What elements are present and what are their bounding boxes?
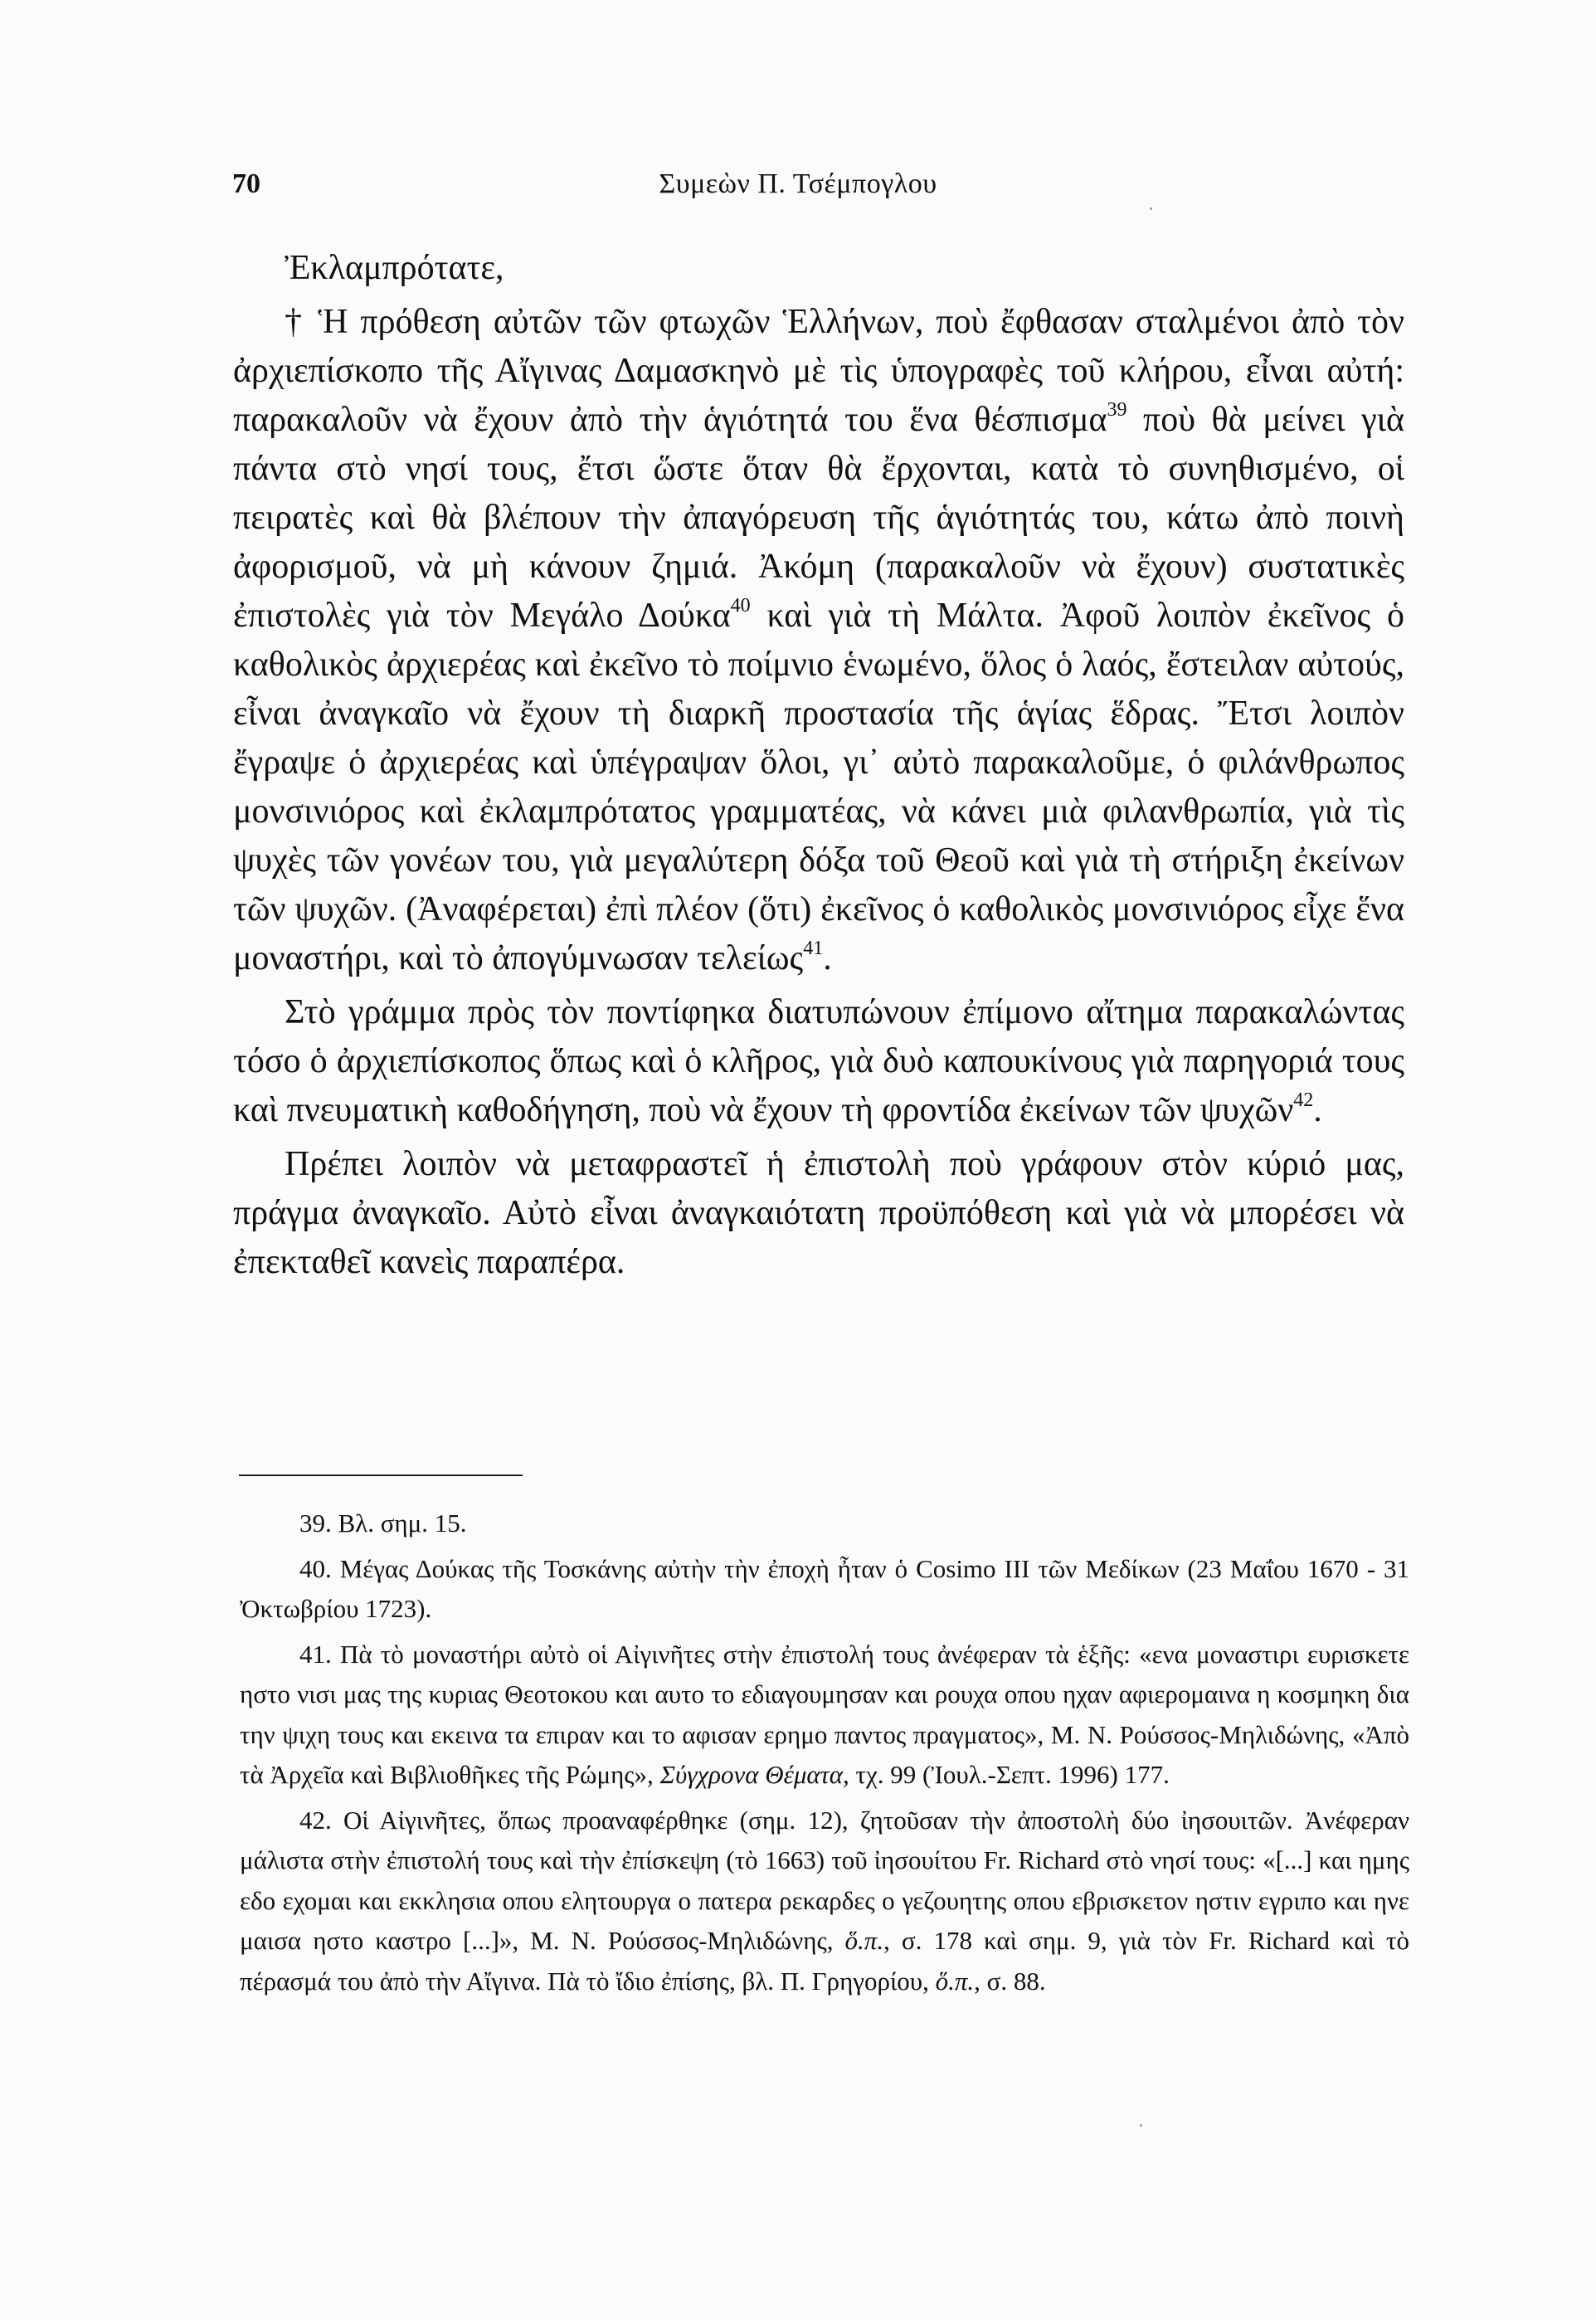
running-title: Συμεὼν Π. Τσέμπογλου — [659, 168, 937, 199]
footnote-42-text-c: , σ. 88. — [974, 1966, 1046, 1996]
footnote-ref-40[interactable]: 40 — [730, 595, 751, 617]
footnote-ref-42[interactable]: 42 — [1293, 1089, 1314, 1111]
greeting: Ἐκλαμπρότατε, — [285, 249, 504, 287]
footnote-42-op-cit-2: ὅ.π. — [935, 1966, 975, 1996]
footnote-42-text-b: , σ. 178 καὶ σημ. 9, γιὰ τὸν Fr. Richard καὶ τὸ πέρασμά του ἀπὸ τὴν Αἴγινα. Πὰ τὸ ἴδιο ἐπίσης, βλ. Π. Γρηγορίου, — [240, 1926, 1409, 1996]
paragraph-2-text-a: Στὸ γράμμα πρὸς τὸν ποντίφηκα διατυπώνουν ἐπίμονο αἴτημα παρακαλώντας τόσο ὁ ἀρχιεπίσκοπος ὅπως καὶ ὁ κλῆρος, γιὰ δυὸ καπουκίνους γιὰ παρηγοριά τους καὶ πνευματικὴ καθοδήγηση, ποὺ νὰ ἔχουν τὴ φροντίδα ἐκείνων τῶν ψυχῶν — [233, 993, 1404, 1129]
footnote-42 — [240, 1801, 1409, 2002]
paragraph-1-text-b: ποὺ θὰ μείνει γιὰ πάντα στὸ νησί τους, ἔτσι ὥστε ὅταν θὰ ἔρχονται, κατὰ τὸ συνηθισμένο, οἱ πειρατὲς καὶ θὰ βλέπουν τὴν ἀπαγόρευση τῆς ἁγιότητάς του, κάτω ἀπὸ ποινὴ ἀφορισμοῦ, νὰ μὴ κάνουν ζημιά. Ἀκόμη (παρακαλοῦν νὰ ἔχουν) συστατικὲς ἐπιστολὲς γιὰ τὸν Μεγάλο Δούκα — [233, 401, 1404, 635]
paragraph-1-text-c: καὶ γιὰ τὴ Μάλτα. Ἀφοῦ λοιπὸν ἐκεῖνος ὁ καθολικὸς ἀρχιερέας καὶ ἐκεῖνο τὸ ποίμνιο ἑνωμένο, ὅλος ὁ λαός, ἔστειλαν αὐτούς, εἶναι ἀναγκαῖο νὰ ἔχουν τὴ διαρκῆ προστασία τῆς ἁγίας ἕδρας. Ἔτσι λοιπὸν ἔγραψε ὁ ἀρχιερέας καὶ ὑπέγραψαν ὅλοι, γι᾽ αὐτὸ παρακαλοῦμε, ὁ φιλάνθρωπος μονσινιόρος καὶ ἐκλαμπρότατος γραμματέας, νὰ κάνει μιὰ φιλανθρωπία, γιὰ τὶς ψυχὲς τῶν γονέων του, γιὰ μεγαλύτερη δόξα τοῦ Θεοῦ καὶ γιὰ τὴ στήριξη ἐκείνων τῶν ψυχῶν. (Ἀναφέρεται) ἐπὶ πλέον (ὅτι) ἐκεῖνος ὁ καθολικὸς μονσινιόρος εἶχε ἕνα μοναστήρι, καὶ τὸ ἀπογύμνωσαν τελείως — [233, 597, 1404, 977]
footnote-ref-39[interactable]: 39 — [1107, 399, 1127, 421]
paragraph-1-text-a: † Ἡ πρόθεση αὐτῶν τῶν φτωχῶν Ἑλλήνων, ποὺ ἔφθασαν σταλμένοι ἀπὸ τὸν ἀρχιεπίσκοπο τῆς Αἴγινας Δαμασκηνὸ μὲ τὶς ὑπογραφὲς τοῦ κλήρου, εἶναι αὐτή: παρακαλοῦν νὰ ἔχουν ἀπὸ τὴν ἁγιότητά του ἕνα θέσπισμα — [233, 303, 1404, 439]
footnote-41-text-b: , τχ. 99 (Ἰουλ.-Σεπτ. 1996) 177. — [843, 1760, 1170, 1789]
paragraph-1-text-d: . — [823, 939, 832, 977]
footnote-40: 40. Μέγας Δούκας τῆς Τοσκάνης αὐτὴν τὴν ἐποχὴ ἦταν ὁ Cosimo III τῶν Μεδίκων (23 Μαΐου 1670 - 31 Ὀκτωβρίου 1723). — [240, 1553, 1409, 1623]
main-text — [233, 244, 1404, 1287]
footnote-41-text-a: 41. Πὰ τὸ μοναστήρι αὐτὸ οἱ Αἰγινῆτες στὴν ἐπιστολή τους ἀνέφεραν τὰ ἑξῆς: «ενα μοναστιρι ευρισκετε ηστο νισι μας της κυριας Θεοτοκου και αυτο το εδιαγουμησαν και ρουχα οπου ηχαν αφιερομαινα η κοσμηκη δια την ψιχη τους και εκεινα τα επιραν και το αφισαν ερημο παντος πραγματος», Μ. Ν. Ρούσσος-Μηλιδώνης, «Ἀπὸ τὰ Ἀρχεῖα καὶ Βιβλιοθῆκες τῆς Ρώμης», — [240, 1639, 1409, 1789]
footnote-41-journal: Σύγχρονα Θέματα — [659, 1760, 844, 1789]
footnote-41 — [240, 1635, 1409, 1796]
footnote-42-text-a: 42. Οἱ Αἰγινῆτες, ὅπως προαναφέρθηκε (σημ. 12), ζητοῦσαν τὴν ἀποστολὴ δύο ἰησουιτῶν. Ἀνέφεραν μάλιστα στὴν ἐπιστολή τους καὶ τὴν ἐπίσκεψη (τὸ 1663) τοῦ ἰησουίτου Fr. Richard στὸ νησί τους: «[...] και ημης εδο εχομαι και εκκλησια οπου ελητουργα ο πατερα ρεκαρδες ο γεζουητης οπου εβρισκετον ηστιν εγριπο και ηνε μαισα ηστο καστρο [...]», Μ. Ν. Ρούσσος-Μηλιδώνης, — [240, 1805, 1409, 1955]
footnote-39: 39. Βλ. σημ. 15. — [299, 1508, 467, 1538]
paragraph-2 — [233, 988, 1404, 1135]
scan-speck — [1150, 207, 1152, 210]
paragraph-1 — [233, 298, 1404, 983]
footnotes — [240, 1504, 1409, 2001]
paragraph-3: Πρέπει λοιπὸν νὰ μεταφραστεῖ ἡ ἐπιστολὴ ποὺ γράφουν στὸν κύριό μας, πράγμα ἀναγκαῖο. Αὐτὸ εἶναι ἀναγκαιότατη προϋπόθεση καὶ γιὰ νὰ μπορέσει νὰ ἐπεκταθεῖ κανεὶς παραπέρα. — [233, 1145, 1404, 1281]
footnote-separator — [239, 1474, 523, 1476]
paragraph-2-text-b: . — [1313, 1091, 1322, 1129]
scan-speck — [1140, 2124, 1142, 2127]
footnote-42-op-cit-1: ὅ.π. — [844, 1926, 884, 1955]
footnote-ref-41[interactable]: 41 — [803, 938, 824, 959]
page-number: 70 — [232, 168, 260, 199]
